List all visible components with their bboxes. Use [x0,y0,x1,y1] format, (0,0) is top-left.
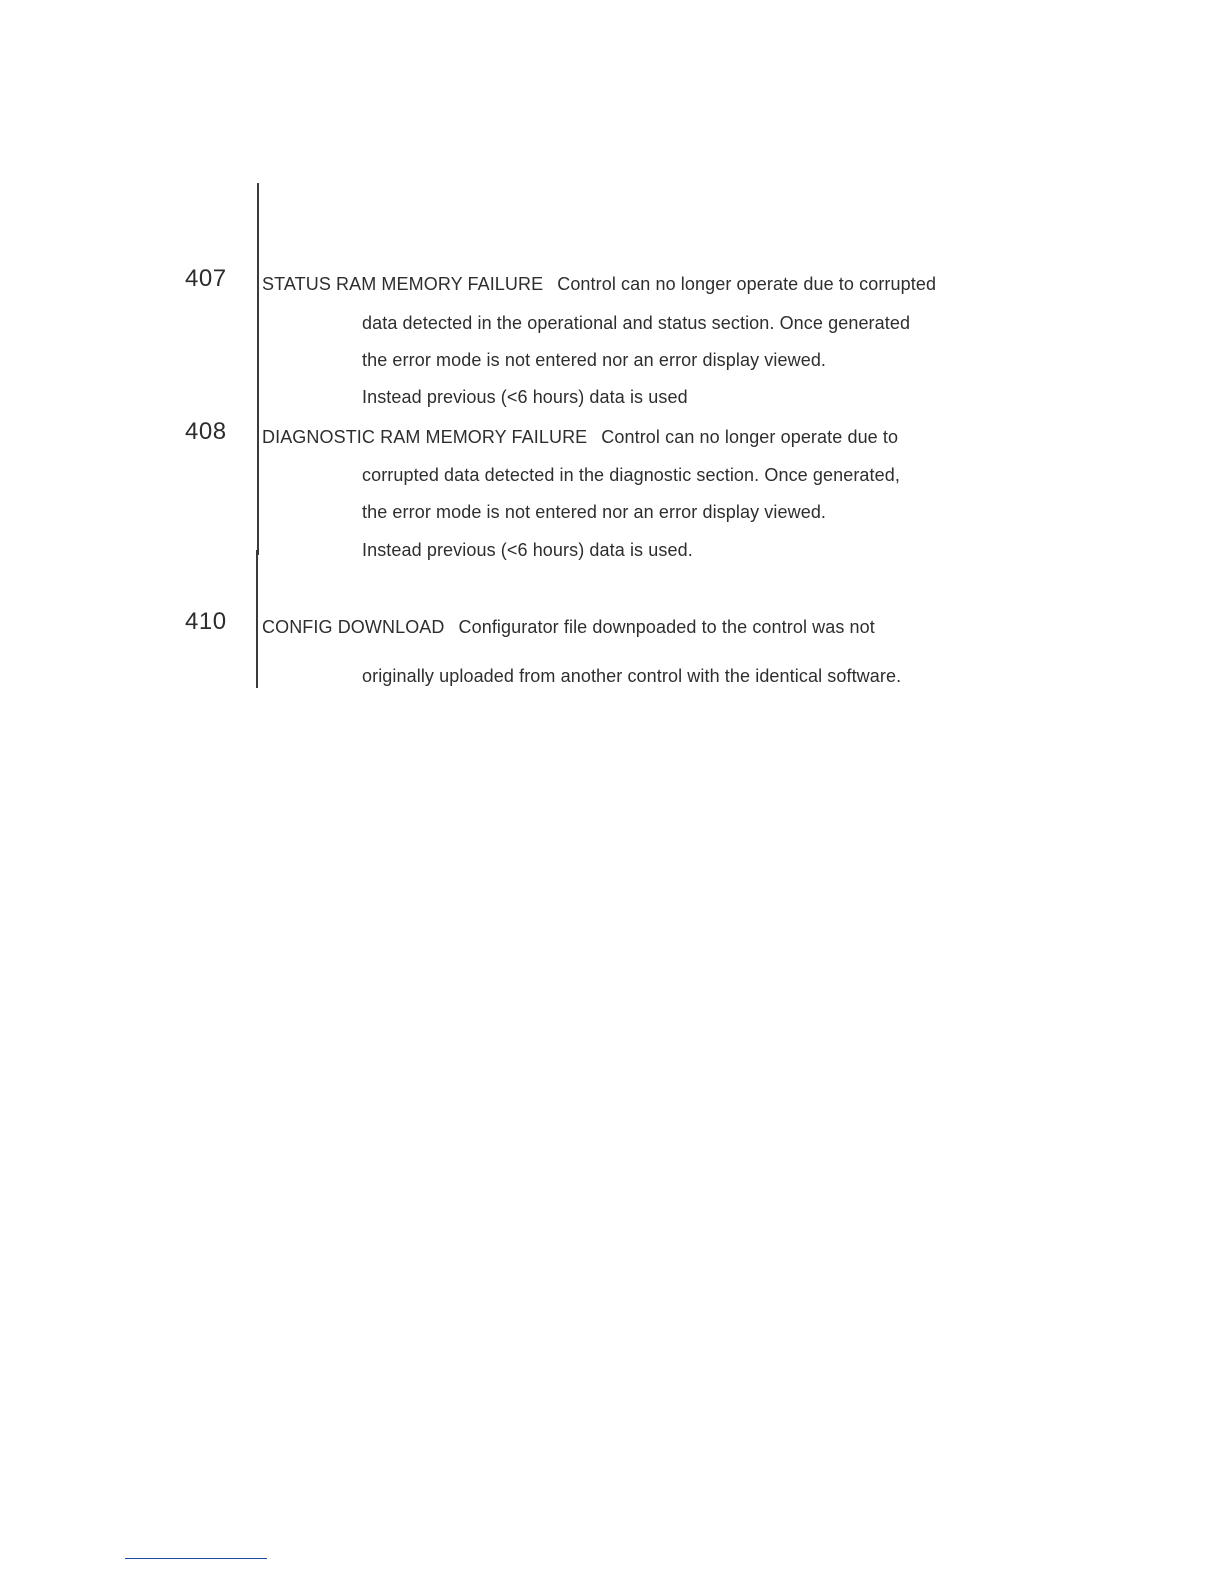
entry-408-first-line [262,427,898,448]
margin-rule-bottom [256,550,258,688]
entry-410-title: CONFIG DOWNLOAD [262,617,445,637]
entry-410-line-2: originally uploaded from another control with the identical software. [362,666,902,686]
entry-408-line-4: Instead previous (<6 hours) data is used. [362,540,693,560]
entry-408-line-2: corrupted data detected in the diagnostic section. Once generated, [362,465,900,485]
entry-410-first-line [262,617,875,638]
footnote-separator [125,1558,267,1559]
margin-rule-middle [257,380,259,555]
entry-407-title: STATUS RAM MEMORY FAILURE [262,274,544,294]
entry-410-description: Configurator file downpoaded to the control was not [458,617,875,637]
entry-407-line-3: the error mode is not entered nor an error display viewed. [362,350,827,370]
entry-408-title: DIAGNOSTIC RAM MEMORY FAILURE [262,427,588,447]
entry-407-line-4: Instead previous (<6 hours) data is used [362,387,688,407]
error-code-408: 408 [185,418,227,445]
error-code-407: 407 [185,265,227,292]
margin-rule-top [257,183,259,383]
entry-407-first-line [262,274,936,295]
error-code-410: 410 [185,608,227,635]
entry-407-description: Control can no longer operate due to corrupted [557,274,937,294]
entry-408-line-3: the error mode is not entered nor an error display viewed. [362,502,827,522]
entry-408-description: Control can no longer operate due to [601,427,899,447]
entry-407-line-2: data detected in the operational and status section. Once generated [362,313,911,333]
